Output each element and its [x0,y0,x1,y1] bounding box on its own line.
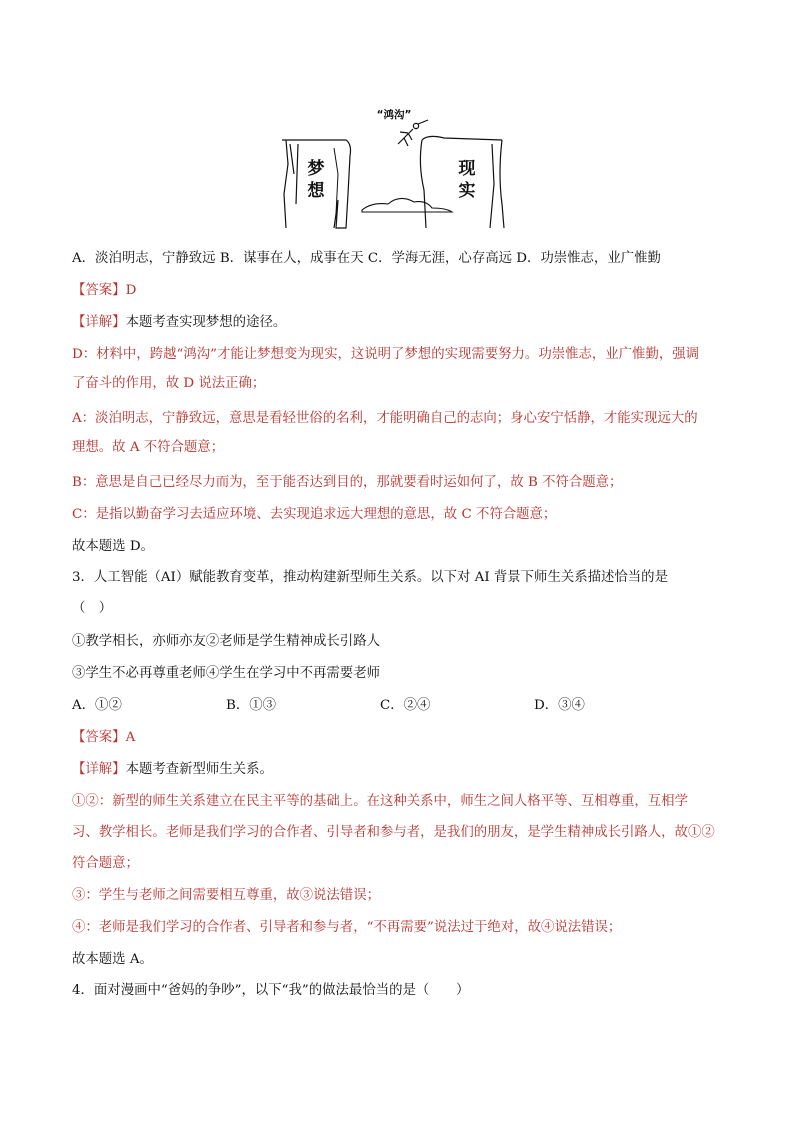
q2-explanation-a-line2: 理想。故 A 不符合题意； [72,440,225,455]
q3-detail-intro [72,760,732,780]
q2-explanation-d-line2: 了奋斗的作用，故 D 说法正确； [72,376,266,391]
detail-tag: 【详解】 [72,762,126,777]
q2-explanation-b: B：意思是自己已经尽力而为，至于能否达到目的，那就要看时运如何了，故 B 不符合题意； [72,475,623,490]
q2-explanation-a-line1: A：淡泊明志，宁静致远，意思是看轻世俗的名利，才能明确自己的志向；身心安宁恬静，才能实现远大的 [72,411,698,426]
cliff-label-right-top: 现 [458,159,476,179]
answer-tag: 【答案】 [72,730,126,745]
q3-explanation-1-line2: 习、教学相长。老师是我们学习的合作者、引导者和参与者，是我们的朋友，是学生精神成长引路人，故①② [72,825,715,840]
q3-option-a: A．①② [72,698,122,713]
q2-explanation-d-line1: D：材料中，跨越“鸿沟”才能让梦想变为现实，这说明了梦想的实现需要努力。功崇惟志，业广惟勤，强调 [72,347,700,362]
q3-option-c: C．②④ [380,698,431,713]
q3-explanation-2: ③：学生与老师之间需要相互尊重，故③说法错误； [72,888,380,903]
detail-tag: 【详解】 [72,315,126,330]
q3-option-d: D．③④ [534,698,585,713]
answer-tag: 【答案】 [72,283,126,298]
q2-conclusion: 故本题选 D。 [72,539,154,554]
q3-explanation-1-line1: ①②：新型的师生关系建立在民主平等的基础上。在这种关系中，师生之间人格平等、互相尊重，互相学 [72,794,688,809]
cliff-label-left-bottom: 想 [307,181,325,201]
q3-stem: 3．人工智能（AI）赋能教育变革，推动构建新型师生关系。以下对 AI 背景下师生关系描述恰当的是 [72,570,668,585]
cloud-icon [362,198,452,212]
q2-detail-intro [72,313,732,333]
q3-option-b: B．①③ [226,698,277,713]
gap-cartoon-illustration [276,104,508,232]
q3-statements-2: ③学生不必再尊重老师④学生在学习中不再需要老师 [72,666,380,681]
answer-value: A [125,730,136,745]
answer-value: D [125,283,137,298]
detail-intro-text: 本题考查新型师生关系。 [125,762,273,777]
q3-explanation-1-line3: 符合题意； [72,856,139,871]
q2-explanation-c: C：是指以勤奋学习去适应环境、去实现追求远大理想的意思，故 C 不符合题意； [72,507,557,522]
cliff-label-left-top: 梦 [307,159,325,179]
q3-conclusion: 故本题选 A。 [72,952,153,967]
leaping-person-icon [398,120,428,146]
cartoon-caption: “鸿沟” [376,109,412,121]
q2-options: A．淡泊明志，宁静致远 B．谋事在人，成事在天 C．学海无涯，心存高远 D．功崇惟志，业广惟勤 [72,251,661,266]
q2-answer [72,281,732,301]
cliff-label-right-bottom: 实 [458,181,476,201]
q4-stem: 4．面对漫画中“爸妈的争吵”，以下“我”的做法最恰当的是（ ） [72,983,470,998]
q3-blank: （ ） [72,601,113,616]
detail-intro-text: 本题考查实现梦想的途径。 [125,315,287,330]
q3-explanation-3: ④：老师是我们学习的合作者、引导者和参与者，“不再需要”说法过于绝对，故④说法错误； [72,920,622,935]
q3-statements-1: ①教学相长，亦师亦友②老师是学生精神成长引路人 [72,634,380,649]
q3-answer [72,728,732,748]
